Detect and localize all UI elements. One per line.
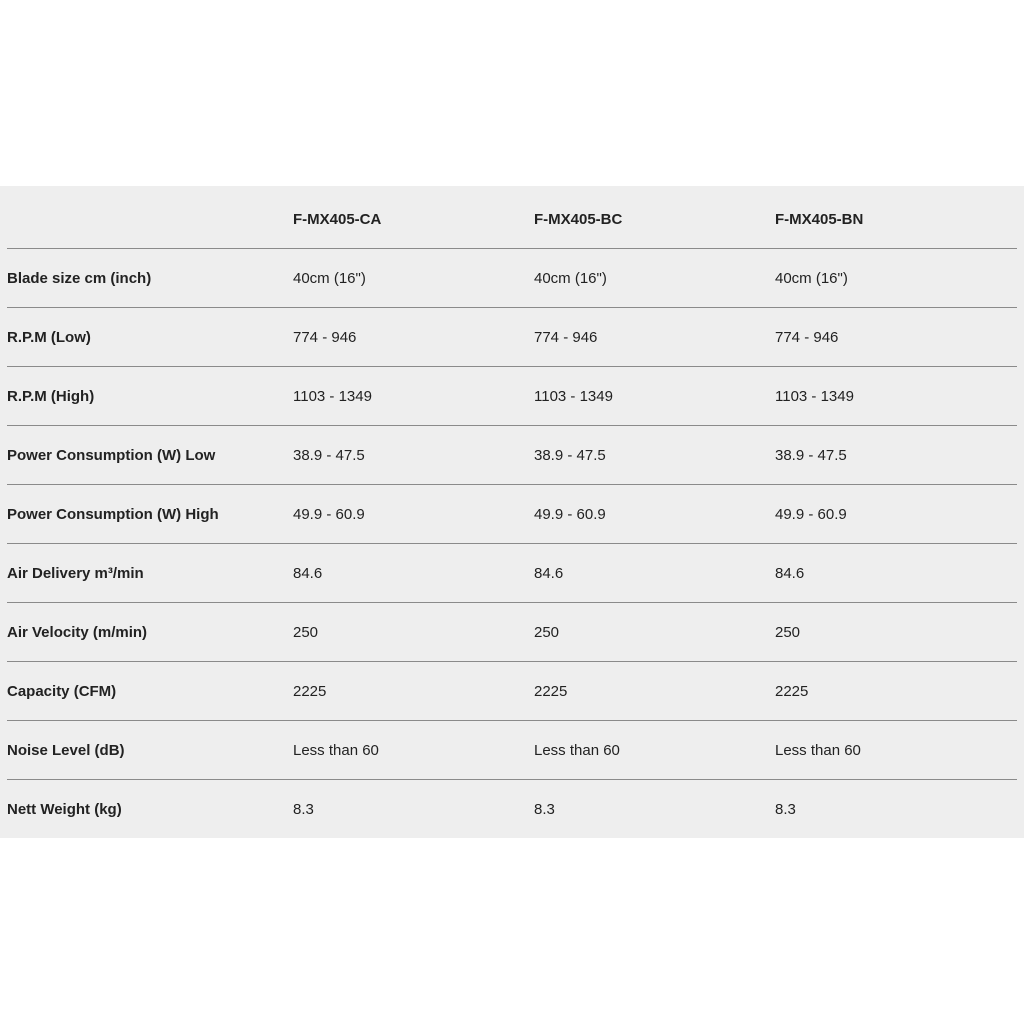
table-cell: 40cm (16") — [775, 249, 1017, 308]
table-cell: 2225 — [534, 662, 775, 721]
row-label: R.P.M (Low) — [7, 308, 293, 367]
table-cell: Less than 60 — [775, 721, 1017, 780]
table-cell: 49.9 - 60.9 — [534, 485, 775, 544]
header-corner — [7, 190, 293, 249]
table-row — [7, 367, 1017, 426]
table-row — [7, 603, 1017, 662]
table-cell: 38.9 - 47.5 — [293, 426, 534, 485]
table-cell: 250 — [293, 603, 534, 662]
table-cell: 250 — [775, 603, 1017, 662]
column-header-f-mx405-ca: F-MX405-CA — [293, 190, 534, 249]
column-header-f-mx405-bn: F-MX405-BN — [775, 190, 1017, 249]
row-label: R.P.M (High) — [7, 367, 293, 426]
spec-table — [7, 190, 1017, 838]
row-label: Air Delivery m³/min — [7, 544, 293, 603]
row-label: Capacity (CFM) — [7, 662, 293, 721]
spec-panel — [0, 186, 1024, 838]
table-cell: 49.9 - 60.9 — [293, 485, 534, 544]
table-cell: 84.6 — [293, 544, 534, 603]
table-cell: 1103 - 1349 — [775, 367, 1017, 426]
table-row — [7, 485, 1017, 544]
table-cell: 8.3 — [293, 800, 314, 818]
table-cell: 2225 — [293, 662, 534, 721]
table-cell: 38.9 - 47.5 — [775, 426, 1017, 485]
table-cell: 250 — [534, 603, 775, 662]
table-row — [7, 721, 1017, 780]
table-cell: 40cm (16") — [534, 249, 775, 308]
table-cell: Less than 60 — [534, 721, 775, 780]
table-row — [7, 426, 1017, 485]
row-label: Noise Level (dB) — [7, 721, 293, 780]
table-cell: 774 - 946 — [534, 308, 775, 367]
table-cell: 1103 - 1349 — [293, 367, 534, 426]
row-label: Nett Weight (kg) — [7, 800, 122, 818]
table-cell: 84.6 — [775, 544, 1017, 603]
table-cell: 774 - 946 — [775, 308, 1017, 367]
row-label: Blade size cm (inch) — [7, 249, 293, 308]
table-cell: 49.9 - 60.9 — [775, 485, 1017, 544]
table-cell: 84.6 — [534, 544, 775, 603]
row-label: Power Consumption (W) Low — [7, 426, 293, 485]
table-cell: 774 - 946 — [293, 308, 534, 367]
row-label: Air Velocity (m/min) — [7, 603, 293, 662]
row-label: Power Consumption (W) High — [7, 485, 293, 544]
table-row — [7, 662, 1017, 721]
table-row — [7, 249, 1017, 308]
table-row — [7, 308, 1017, 367]
table-cell: 8.3 — [775, 800, 796, 818]
header-row — [7, 190, 1017, 249]
column-header-f-mx405-bc: F-MX405-BC — [534, 190, 775, 249]
table-cell: 8.3 — [534, 800, 555, 818]
table-cell: 1103 - 1349 — [534, 367, 775, 426]
table-row — [7, 544, 1017, 603]
table-cell: 2225 — [775, 662, 1017, 721]
table-cell: 40cm (16") — [293, 249, 534, 308]
table-cell: Less than 60 — [293, 721, 534, 780]
table-cell: 38.9 - 47.5 — [534, 426, 775, 485]
table-row — [7, 780, 1017, 839]
